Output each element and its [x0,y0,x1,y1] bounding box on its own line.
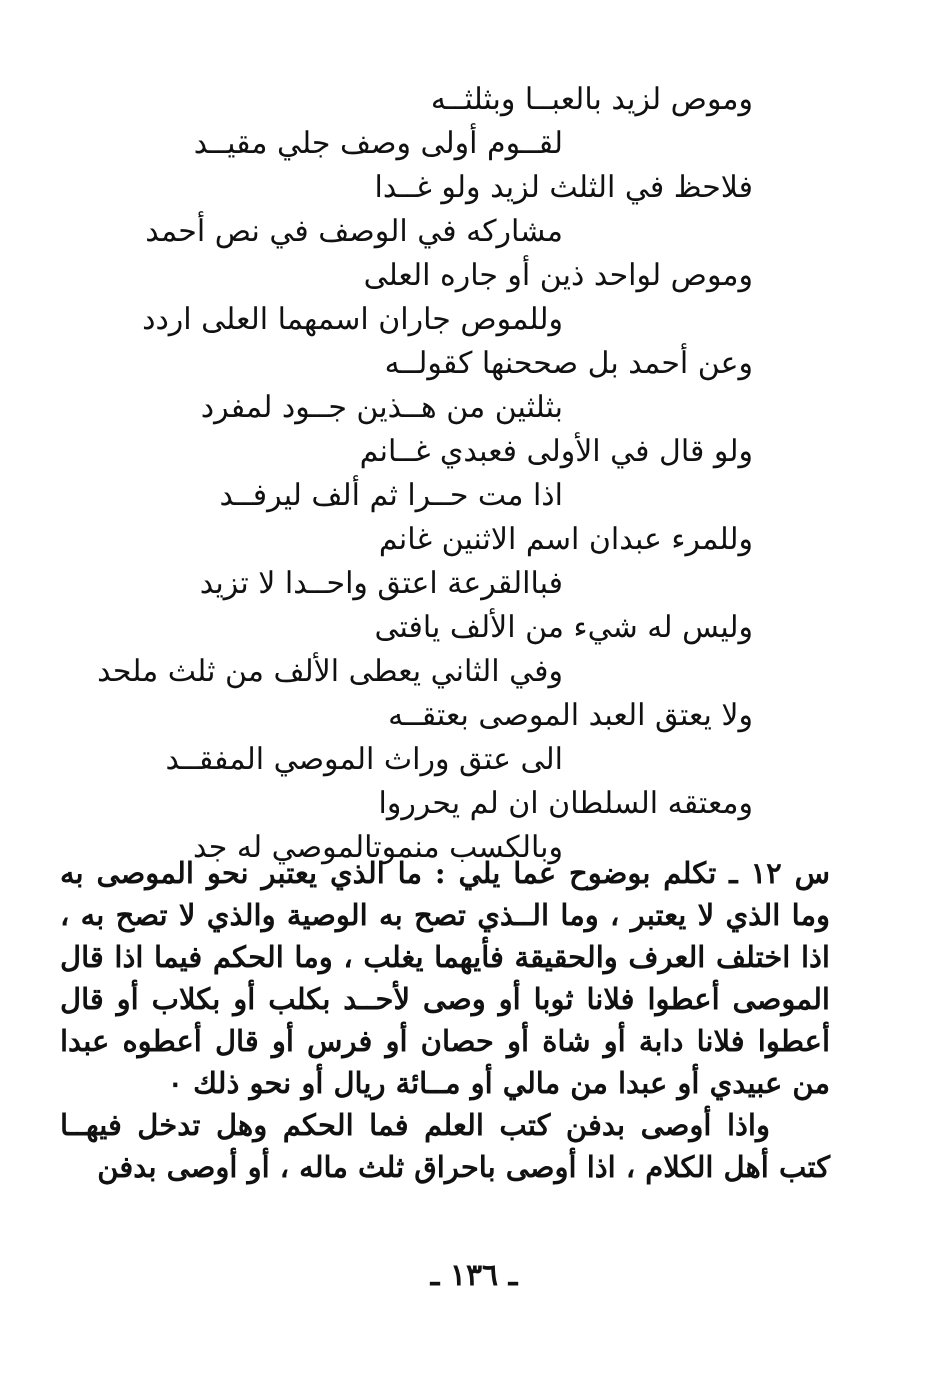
poem-verses [0,78,948,870]
verse-first-hemistich: وموص لواحد ذين أو جاره العلى [363,258,753,293]
verse-second-hemistich: مشاركه في الوصف في نص أحمد [145,214,563,249]
verse-first-hemistich: ومعتقه السلطان ان لم يحرروا [378,786,753,821]
verse-first-hemistich: وعن أحمد بل صححنها كقولــه [384,346,753,381]
question-paragraph: س ١٢ ـ تكلم بوضوح عما يلي : ما الذي يعتبر نحو الموصى به وما الذي لا يعتبر ، وما الــذي تصح به الوصية والذي لا تصح به ، اذا اختلف العرف والحقيقة فأيهما يغلب ، وما الحكم فيما اذا قال الموصى أعطوا فلانا ثوبا أو وصى لأحــد بكلب أو بكلاب أو قال أعطوا فلانا دابة أو شاة أو حصان أو فرس أو قال أعطوه عبدا من عبيدي أو عبدا من مالي أو مــائة ريال أو نحو ذلك ٠ [60,856,831,1100]
verse-first-hemistich: وموص لزيد بالعبــا وبثلثــه [430,82,753,117]
verse-first-hemistich: وللمرء عبدان اسم الاثنين غانم [378,522,753,557]
verse-second-hemistich: بثلثين من هــذين جــود لمفرد [200,390,563,425]
verse-second-hemistich: الى عتق وراث الموصي المفقــد [165,742,563,777]
verse-first-hemistich: ولا يعتق العبد الموصى بعتقــه [388,698,753,733]
question-paragraph-continued: واذا أوصى بدفن كتب العلم فما الحكم وهل تدخل فيهــا كتب أهل الكلام ، اذا أوصى باحراق ثلث ماله ، أو أوصى بدفن [60,1108,830,1184]
page-number: ـ ١٣٦ ـ [430,1258,518,1293]
verse-second-hemistich: وفي الثاني يعطى الألف من ثلث ملحد [97,654,563,689]
verse [0,78,948,166]
verse-second-hemistich: فباالقرعة اعتق واحــدا لا تزيد [199,566,563,601]
verse-first-hemistich: فلاحظ في الثلث لزيد ولو غــدا [374,170,753,205]
verse-first-hemistich: ولو قال في الأولى فعبدي غــانم [359,434,753,469]
verse [0,518,948,606]
verse [0,606,948,694]
verse [0,694,948,782]
verse-second-hemistich: وللموص جاران اسمهما العلى اردد [142,302,563,337]
verse [0,166,948,254]
verse-second-hemistich: لقــوم أولى وصف جلي مقيــد [193,126,563,161]
question-block [60,852,830,1188]
verse [0,342,948,430]
verse [0,430,948,518]
verse [0,254,948,342]
verse-second-hemistich: وبالكسب منموتالموصي له جد [193,830,563,865]
verse-second-hemistich: اذا مت حــرا ثم ألف ليرفــد [219,478,563,513]
verse-first-hemistich: وليس له شيء من الألف يافتى [374,610,753,645]
